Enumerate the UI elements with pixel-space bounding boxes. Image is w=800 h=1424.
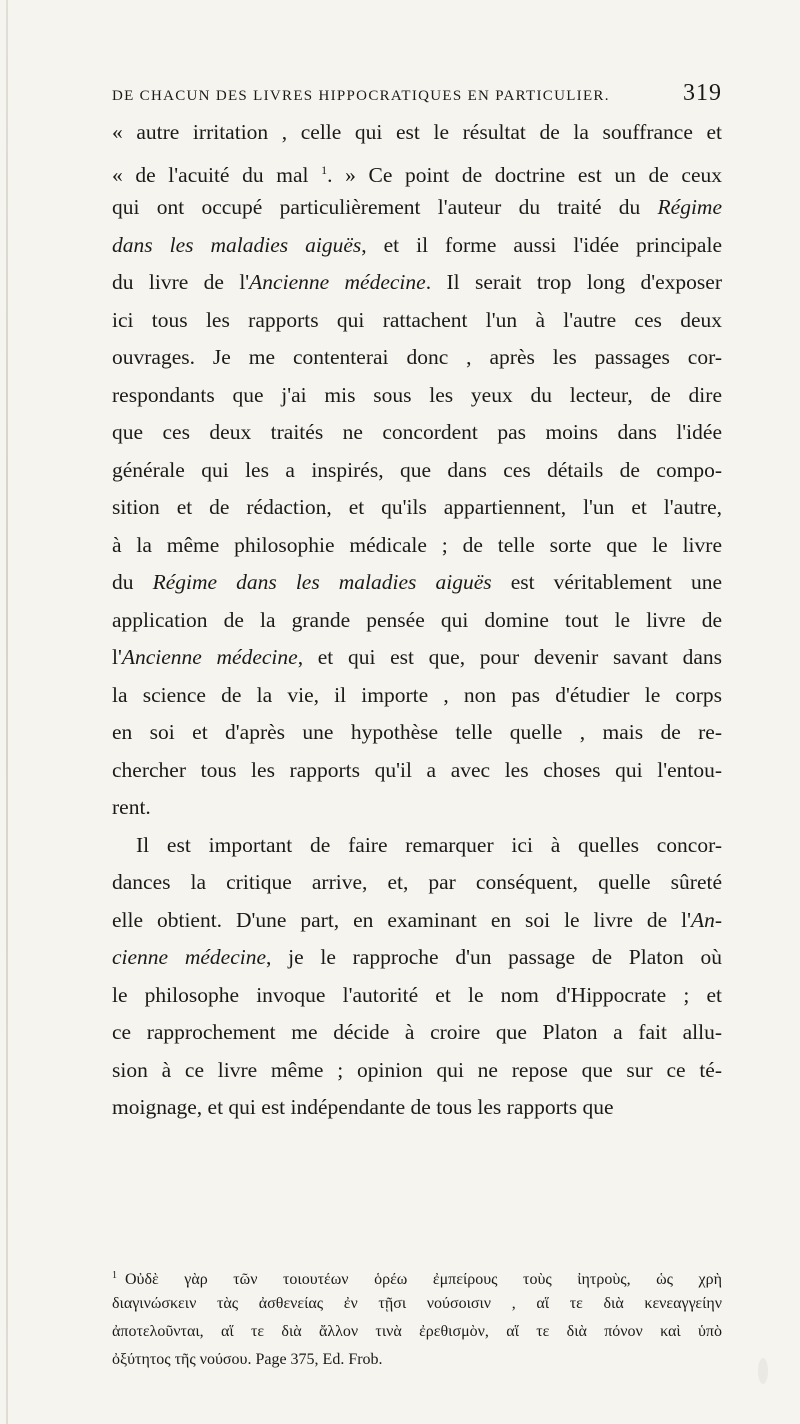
text-segment: Il est important de faire remarquer ici à quelles concor-: [136, 832, 722, 857]
footnote-mark: 1: [112, 1270, 117, 1281]
text-segment: chercher tous les rapports qu'il a avec les choses qui l'entou-: [112, 757, 722, 782]
italic-title: cienne médecine: [112, 945, 267, 969]
text-line: [112, 752, 722, 790]
text-line: [112, 977, 722, 1015]
text-segment: en soi et d'après une hypothèse telle quelle , mais de re-: [112, 720, 722, 744]
italic-title: dans les maladies aiguës: [112, 232, 362, 257]
text-segment: est véritablement une: [491, 570, 722, 594]
footnote-text: ὀξύτητος τῆς νούσου. Page 375, Ed. Frob.: [112, 1351, 383, 1368]
text-line: [112, 864, 722, 902]
text-line: [112, 602, 722, 640]
text-line: [112, 639, 722, 677]
text-segment: sion à ce livre même ; opinion qui ne repose que sur ce té-: [112, 1057, 722, 1082]
text-segment: dances la critique arrive, et, par conséquent, quelle sûreté: [112, 870, 722, 894]
text-segment: que ces deux traités ne concordent pas moins dans l'idée: [112, 420, 722, 444]
text-segment: , je le rapproche d'un passage de Platon où: [266, 945, 722, 969]
text-line: [112, 1014, 722, 1052]
footnote-text: ἀποτελοῦνται, αἵ τε διὰ ἄλλον τινὰ ἐρεθισμὸν, αἵ τε διὰ πόνον καὶ ὑπὸ: [112, 1323, 722, 1340]
italic-title: Ancienne médecine: [121, 645, 298, 669]
footnote-line: [112, 1262, 722, 1290]
italic-title: An-: [690, 907, 722, 932]
text-segment: l': [112, 645, 122, 669]
text-segment: moignage, et qui est indépendante de tous les rapports que: [112, 1095, 614, 1119]
text-line: [112, 677, 722, 715]
text-line: [112, 264, 722, 302]
text-segment: le philosophe invoque l'autorité et le nom d'Hippocrate ; et: [112, 982, 722, 1007]
page-header: [112, 80, 722, 110]
text-segment: ouvrages. Je me contenterai donc , après les passages cor-: [112, 345, 722, 369]
text-line: [112, 377, 722, 415]
text-line: [112, 527, 722, 565]
paper-mark: [758, 1358, 768, 1384]
text-line: [112, 714, 722, 752]
text-segment: ce rapprochement me décide à croire que Platon a fait allu-: [112, 1020, 722, 1044]
text-segment: elle obtient. D'une part, en examinant en soi le livre de l': [112, 907, 691, 932]
footnote-text: Οὐδὲ γὰρ τῶν τοιουτέων ὁρέω ἐμπείρους τοὺς ἰητροὺς, ὡς χρὴ: [125, 1271, 722, 1288]
text-line: [112, 1089, 722, 1127]
italic-title: Régime dans les maladies aiguës: [152, 570, 492, 594]
text-line: [112, 939, 722, 977]
footnote-line: [112, 1346, 722, 1374]
text-segment: du livre de l': [112, 270, 250, 294]
binding-gutter: [6, 0, 8, 1424]
text-line: [112, 339, 722, 377]
text-segment: du: [112, 570, 153, 594]
italic-title: Ancienne médecine: [249, 270, 426, 294]
text-line: [112, 452, 722, 490]
text-segment: . Il serait trop long d'exposer: [425, 270, 722, 294]
text-segment: respondants que j'ai mis sous les yeux du lecteur, de dire: [112, 382, 722, 407]
page-number: 319: [683, 80, 722, 106]
text-segment: , et qui est que, pour devenir savant dans: [297, 645, 722, 669]
text-line: [112, 114, 722, 152]
text-segment: rent.: [112, 795, 151, 819]
footnote-text: διαγινώσκειν τὰς ἀσθενείας ἐν τῇσι νούσοισιν , αἵ τε διὰ κενεαγγείην: [112, 1295, 722, 1312]
text-segment: ici tous les rapports qui rattachent l'un à l'autre ces deux: [112, 307, 722, 332]
italic-title: Régime: [657, 195, 722, 219]
footnote: [112, 1262, 722, 1374]
text-segment: sition et de rédaction, et qu'ils appartiennent, l'un et l'autre,: [112, 495, 722, 519]
main-text: [112, 114, 722, 1127]
text-line: [112, 1052, 722, 1090]
text-line: [112, 227, 722, 265]
text-segment: , et il forme aussi l'idée principale: [361, 232, 722, 257]
text-segment: à la même philosophie médicale ; de telle sorte que le livre: [112, 532, 722, 557]
text-line: [112, 902, 722, 940]
text-segment: la science de la vie, il importe , non pas d'étudier le corps: [112, 682, 722, 707]
text-line: [112, 302, 722, 340]
text-segment: « autre irritation , celle qui est le résultat de la souffrance et: [112, 120, 722, 144]
text-segment: . » Ce point de doctrine est un de ceux: [327, 162, 722, 187]
text-segment: générale qui les a inspirés, que dans ces détails de compo-: [112, 457, 722, 482]
text-line: [112, 789, 722, 827]
text-line: [112, 564, 722, 602]
footnote-line: [112, 1318, 722, 1346]
text-segment: application de la grande pensée qui domine tout le livre de: [112, 607, 722, 632]
text-segment: « de l'acuité du mal: [112, 162, 322, 187]
footnote-line: [112, 1290, 722, 1318]
text-line: [112, 189, 722, 227]
footnote-reference: 1: [321, 162, 328, 177]
text-line: [112, 414, 722, 452]
text-line: [112, 152, 722, 190]
text-line: [112, 489, 722, 527]
text-line: [112, 827, 722, 865]
text-segment: qui ont occupé particulièrement l'auteur du traité du: [112, 195, 658, 219]
running-head: DE CHACUN DES LIVRES HIPPOCRATIQUES EN PARTICULIER.: [112, 88, 610, 104]
